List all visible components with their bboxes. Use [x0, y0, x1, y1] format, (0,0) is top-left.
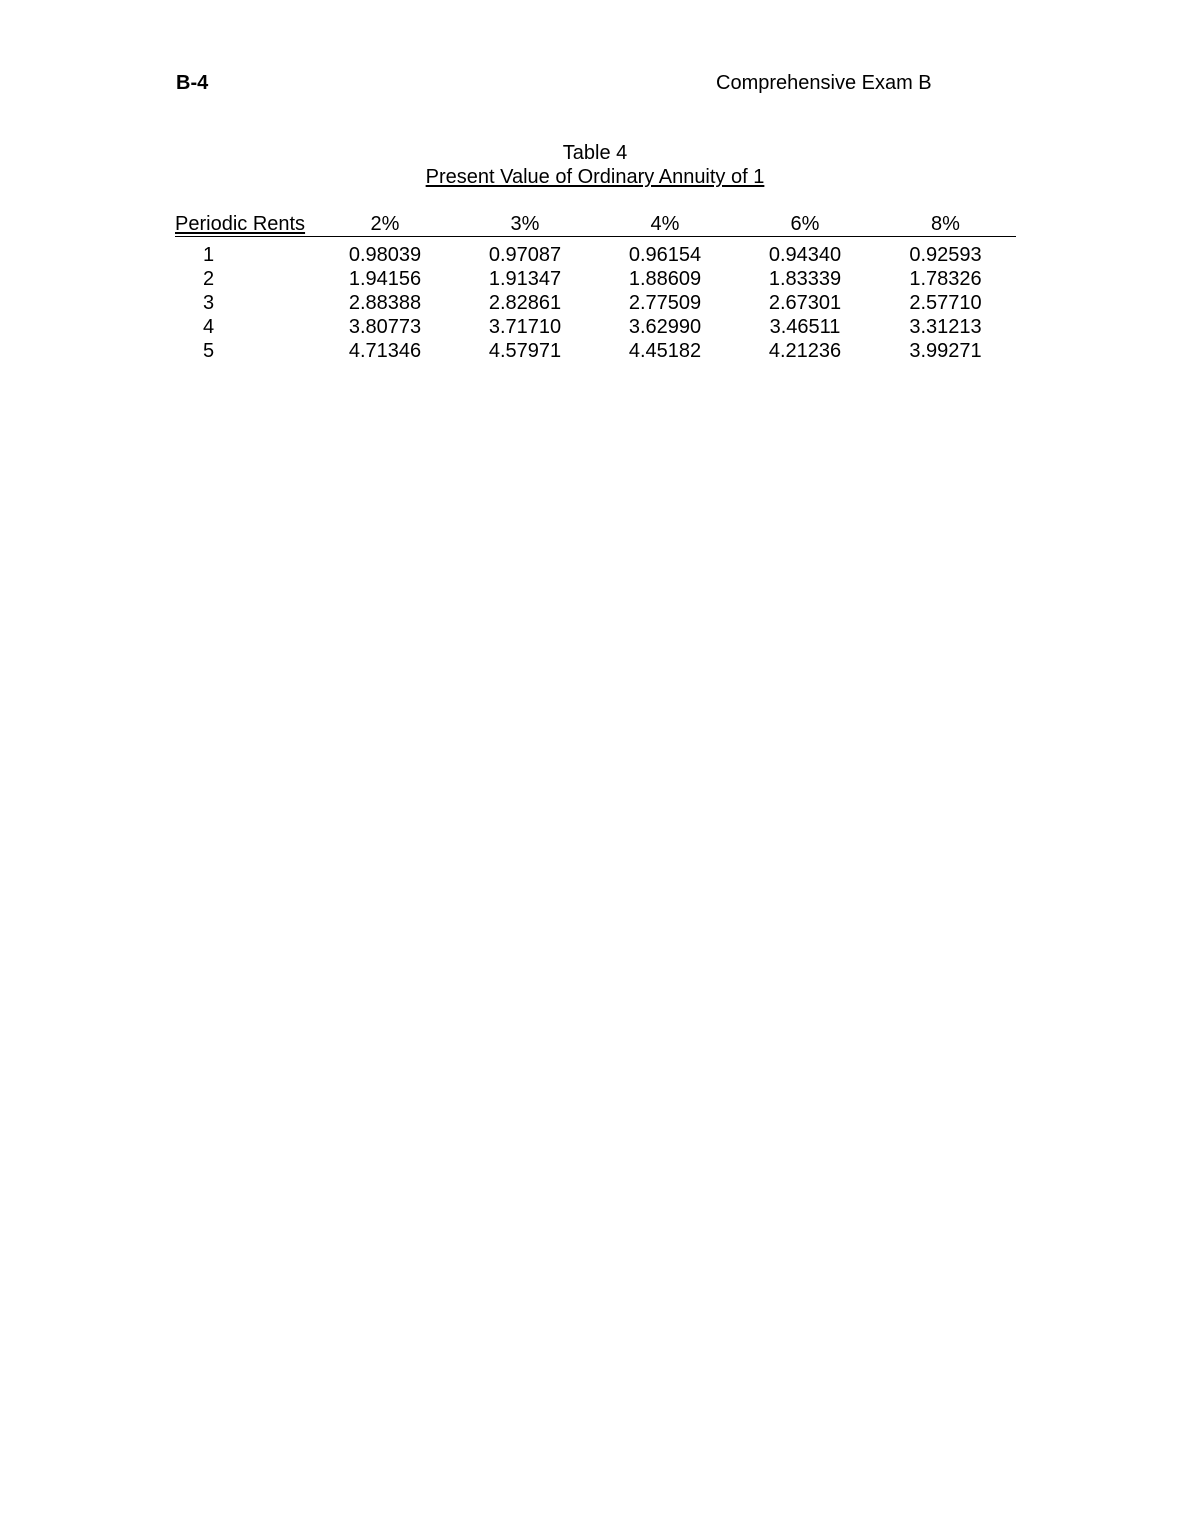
column-header-3-percent: 3% — [455, 213, 595, 237]
table-row — [175, 339, 1016, 363]
table-row — [175, 315, 1016, 339]
present-value-table — [175, 213, 1016, 363]
page-label: B-4 — [176, 72, 209, 94]
value-cell: 1.91347 — [488, 268, 562, 290]
table-title: Present Value of Ordinary Annuity of 1 — [425, 166, 765, 188]
period-cell: 2 — [203, 268, 215, 290]
column-header-8-percent: 8% — [875, 213, 1016, 237]
table-row — [175, 267, 1016, 291]
value-cell: 1.88609 — [628, 268, 702, 290]
column-header-periodic-rents: Periodic Rents — [175, 213, 315, 237]
period-cell: 4 — [203, 316, 215, 338]
value-cell: 0.92593 — [909, 244, 982, 266]
value-cell: 2.88388 — [348, 292, 422, 314]
value-cell: 3.62990 — [628, 316, 702, 338]
value-cell: 3.71710 — [488, 316, 562, 338]
period-cell: 1 — [203, 244, 215, 266]
value-cell: 0.94340 — [768, 244, 842, 266]
value-cell: 3.80773 — [348, 316, 422, 338]
period-cell: 5 — [203, 340, 215, 362]
value-cell: 2.77509 — [628, 292, 702, 314]
column-header-4-percent: 4% — [595, 213, 735, 237]
value-cell: 2.57710 — [909, 292, 982, 314]
value-cell: 2.67301 — [768, 292, 842, 314]
value-cell: 4.57971 — [488, 340, 562, 362]
value-cell: 4.45182 — [628, 340, 702, 362]
value-cell: 1.94156 — [348, 268, 422, 290]
value-cell: 3.99271 — [909, 340, 982, 362]
value-cell: 2.82861 — [488, 292, 562, 314]
table-row — [175, 237, 1016, 268]
table-number: Table 4 — [562, 142, 628, 164]
running-head: Comprehensive Exam B — [716, 72, 932, 94]
column-header-2-percent: 2% — [315, 213, 455, 237]
value-cell: 4.21236 — [768, 340, 842, 362]
value-cell: 0.97087 — [488, 244, 562, 266]
value-cell: 0.98039 — [348, 244, 422, 266]
value-cell: 1.78326 — [909, 268, 982, 290]
value-cell: 1.83339 — [768, 268, 842, 290]
value-cell: 4.71346 — [348, 340, 422, 362]
period-cell: 3 — [203, 292, 215, 314]
table-row — [175, 291, 1016, 315]
value-cell: 3.31213 — [909, 316, 982, 338]
table-header-row — [175, 213, 1016, 237]
value-cell: 0.96154 — [628, 244, 702, 266]
table-title-wrapper — [0, 165, 1190, 189]
column-header-6-percent: 6% — [735, 213, 875, 237]
value-cell: 3.46511 — [769, 316, 841, 338]
